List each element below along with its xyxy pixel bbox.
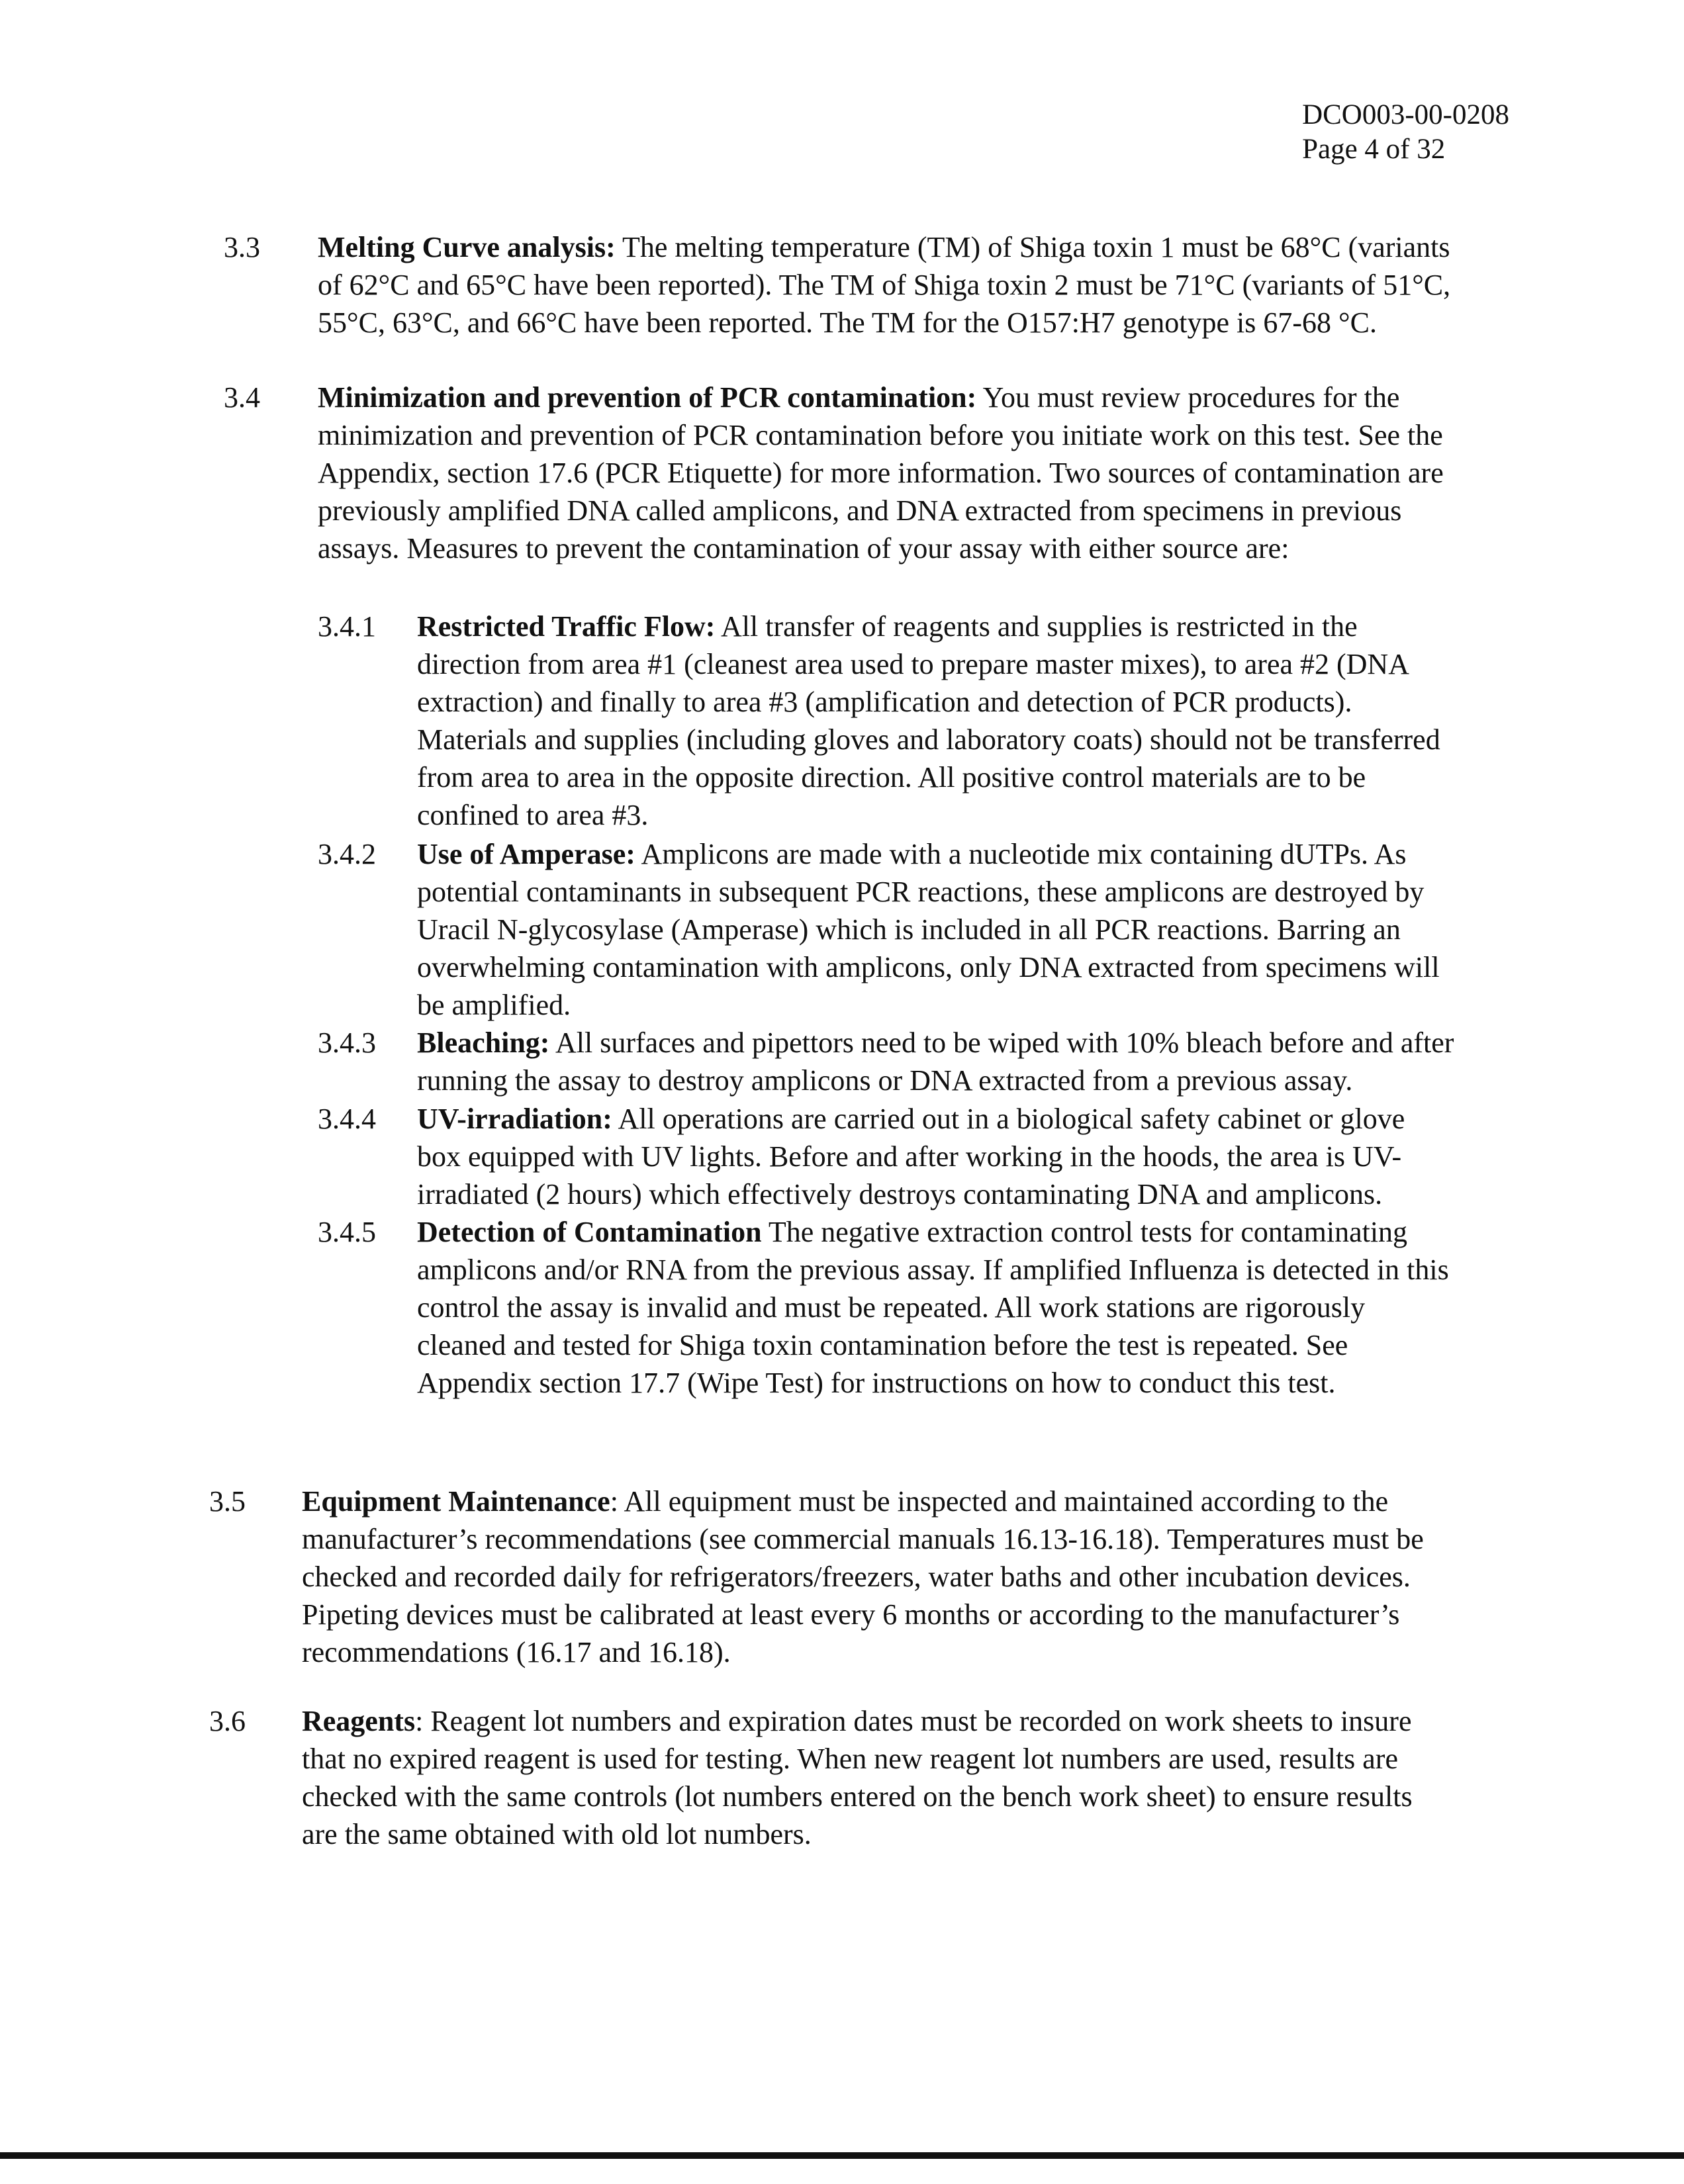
paragraph-line: Melting Curve analysis: The melting temperature (TM) of Shiga toxin 1 must be 68°C (variants bbox=[318, 231, 1450, 263]
page-number: Page 4 of 32 bbox=[1302, 134, 1446, 165]
paragraph-line: Bleaching: All surfaces and pipettors need to be wiped with 10% bleach before and after bbox=[417, 1026, 1454, 1059]
section-number: 3.4.3 bbox=[318, 1026, 376, 1059]
paragraph-line: Detection of Contamination The negative extraction control tests for contaminating bbox=[417, 1216, 1408, 1248]
section-text bbox=[302, 1482, 1626, 1671]
paragraph-line: Appendix section 17.7 (Wipe Test) for instructions on how to conduct this test. bbox=[417, 1367, 1336, 1399]
paragraph-line: previously amplified DNA called amplicons, and DNA extracted from specimens in previous bbox=[318, 494, 1402, 527]
document-id: DCO003-00-0208 bbox=[1302, 99, 1509, 130]
section-title: Minimization and prevention of PCR contamination: bbox=[318, 381, 977, 414]
paragraph-line: Restricted Traffic Flow: All transfer of reagents and supplies is restricted in the bbox=[417, 610, 1358, 643]
section-number: 3.5 bbox=[209, 1485, 246, 1518]
paragraph-line: Equipment Maintenance: All equipment must be inspected and maintained according to the bbox=[302, 1485, 1389, 1518]
paragraph-line: confined to area #3. bbox=[417, 799, 649, 831]
section-number: 3.6 bbox=[209, 1705, 246, 1737]
section-number: 3.3 bbox=[224, 231, 260, 263]
paragraph-line: 55°C, 63°C, and 66°C have been reported. The TM for the O157:H7 genotype is 67-68 °C. bbox=[318, 306, 1377, 339]
section-text bbox=[417, 1213, 1635, 1402]
section-number: 3.4.1 bbox=[318, 610, 376, 643]
section-title: Use of Amperase: bbox=[417, 838, 635, 870]
section-title: UV-irradiation: bbox=[417, 1103, 612, 1135]
section-title: Reagents bbox=[302, 1705, 416, 1737]
paragraph-line: running the assay to destroy amplicons or DNA extracted from a previous assay. bbox=[417, 1064, 1353, 1097]
paragraph-line: Pipeting devices must be calibrated at least every 6 months or according to the manufacturer’s bbox=[302, 1598, 1400, 1631]
section-text bbox=[417, 1024, 1635, 1099]
paragraph-line: be amplified. bbox=[417, 989, 571, 1021]
page-header bbox=[1302, 98, 1509, 167]
paragraph-line: checked and recorded daily for refrigerators/freezers, water baths and other incubation devices. bbox=[302, 1561, 1411, 1593]
paragraph-line: Minimization and prevention of PCR contamination: You must review procedures for the bbox=[318, 381, 1400, 414]
section-text bbox=[417, 1100, 1635, 1213]
section-title: Melting Curve analysis: bbox=[318, 231, 616, 263]
paragraph-line: overwhelming contamination with amplicons, only DNA extracted from specimens will bbox=[417, 951, 1440, 983]
paragraph-line: control the assay is invalid and must be repeated. All work stations are rigorously bbox=[417, 1291, 1366, 1324]
section-text bbox=[318, 228, 1628, 341]
paragraph-line: potential contaminants in subsequent PCR reactions, these amplicons are destroyed by bbox=[417, 876, 1425, 908]
section-text bbox=[318, 379, 1628, 567]
section-text bbox=[417, 608, 1635, 834]
paragraph-line: checked with the same controls (lot numbers entered on the bench work sheet) to ensure results bbox=[302, 1780, 1413, 1813]
paragraph-line: box equipped with UV lights. Before and after working in the hoods, the area is UV- bbox=[417, 1140, 1402, 1173]
section-title: Equipment Maintenance bbox=[302, 1485, 610, 1518]
paragraph-line: cleaned and tested for Shiga toxin contamination before the test is repeated. See bbox=[417, 1329, 1348, 1361]
section-number: 3.4.5 bbox=[318, 1216, 376, 1248]
bottom-rule bbox=[0, 2152, 1684, 2159]
section-title: Detection of Contamination bbox=[417, 1216, 762, 1248]
paragraph-line: of 62°C and 65°C have been reported). The TM of Shiga toxin 2 must be 71°C (variants of 51°C, bbox=[318, 269, 1451, 301]
paragraph-line: from area to area in the opposite direction. All positive control materials are to be bbox=[417, 761, 1366, 794]
paragraph-line: Appendix, section 17.6 (PCR Etiquette) for more information. Two sources of contamination are bbox=[318, 457, 1444, 489]
paragraph-line: Materials and supplies (including gloves and laboratory coats) should not be transferred bbox=[417, 723, 1440, 756]
paragraph-line: Uracil N-glycosylase (Amperase) which is included in all PCR reactions. Barring an bbox=[417, 913, 1401, 946]
section-text bbox=[302, 1702, 1626, 1853]
paragraph-line: Reagents: Reagent lot numbers and expiration dates must be recorded on work sheets to insure bbox=[302, 1705, 1412, 1737]
paragraph-line: assays. Measures to prevent the contamination of your assay with either source are: bbox=[318, 532, 1289, 565]
paragraph-line: amplicons and/or RNA from the previous assay. If amplified Influenza is detected in this bbox=[417, 1253, 1449, 1286]
paragraph-line: manufacturer’s recommendations (see commercial manuals 16.13-16.18). Temperatures must be bbox=[302, 1523, 1424, 1555]
section-text bbox=[417, 835, 1635, 1024]
paragraph-line: UV-irradiation: All operations are carried out in a biological safety cabinet or glove bbox=[417, 1103, 1405, 1135]
paragraph-line: minimization and prevention of PCR contamination before you initiate work on this test. See the bbox=[318, 419, 1443, 451]
section-number: 3.4.2 bbox=[318, 838, 376, 870]
section-title: Bleaching: bbox=[417, 1026, 550, 1059]
section-number: 3.4 bbox=[224, 381, 260, 414]
paragraph-line: direction from area #1 (cleanest area used to prepare master mixes), to area #2 (DNA bbox=[417, 648, 1409, 680]
section-title: Restricted Traffic Flow: bbox=[417, 610, 716, 643]
paragraph-line: are the same obtained with old lot numbers. bbox=[302, 1818, 812, 1850]
paragraph-line: recommendations (16.17 and 16.18). bbox=[302, 1636, 731, 1668]
section-number: 3.4.4 bbox=[318, 1103, 376, 1135]
paragraph-line: extraction) and finally to area #3 (amplification and detection of PCR products). bbox=[417, 686, 1352, 718]
paragraph-line: Use of Amperase: Amplicons are made with a nucleotide mix containing dUTPs. As bbox=[417, 838, 1407, 870]
paragraph-line: irradiated (2 hours) which effectively destroys contaminating DNA and amplicons. bbox=[417, 1178, 1383, 1210]
paragraph-line: that no expired reagent is used for testing. When new reagent lot numbers are used, results are bbox=[302, 1743, 1398, 1775]
